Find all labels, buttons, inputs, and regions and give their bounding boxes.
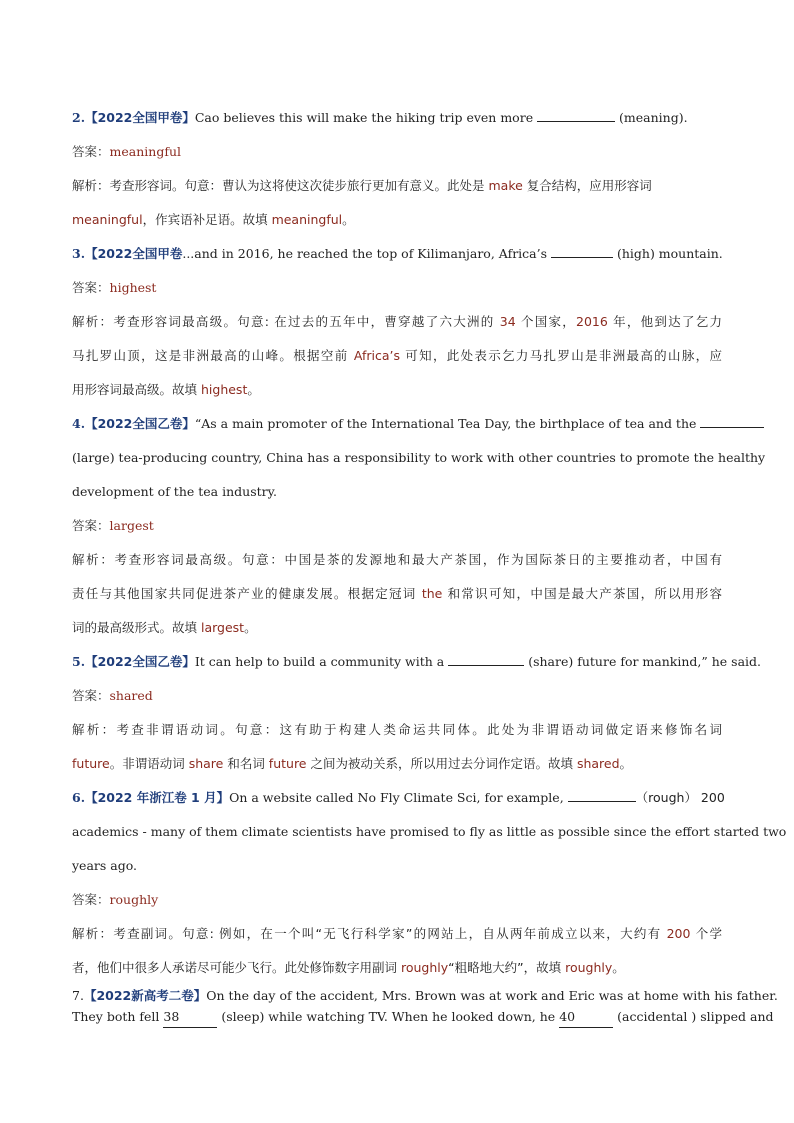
analysis-keyword: 200 — [666, 926, 691, 941]
question-text: On a website called No Fly Climate Sci, for example, — [229, 790, 568, 805]
analysis-text: ，作宾语补足语。故填 — [142, 212, 272, 227]
analysis-5-line-2 — [72, 747, 722, 781]
question-source: 【2022 年浙江卷 1 月】 — [85, 790, 230, 805]
answer-5 — [72, 679, 722, 713]
question-source: 【2022新高考二卷】 — [83, 988, 207, 1003]
analysis-text: “粗略地大约”，故填 — [448, 960, 566, 975]
analysis-text: 复合结构，应用形容词 — [522, 178, 652, 193]
analysis-6-line-2 — [72, 951, 722, 985]
answer-label: 答案： — [72, 280, 110, 295]
analysis-text: 和名词 — [223, 756, 269, 771]
analysis-label: 解析： — [72, 178, 110, 193]
question-4-line-3: development of the tea industry. — [72, 484, 277, 499]
analysis-text: 者，他们中很多人承诺尽可能少飞行。此处修饰数字用副词 — [72, 960, 401, 975]
answer-value: shared — [109, 688, 153, 703]
analysis-text: 词的最高级形式。故填 — [72, 620, 201, 635]
analysis-text: 用形容词最高级。故填 — [72, 382, 201, 397]
analysis-text: 个国家， — [515, 314, 577, 329]
question-3 — [72, 237, 722, 271]
question-text: ...and in 2016, he reached the top of Kilimanjaro, Africa’s — [182, 246, 551, 261]
analysis-label: 解析： — [72, 314, 114, 329]
analysis-text: 考查形容词最高级。句意: 在过去的五年中，曹穿越了六大洲的 — [113, 314, 500, 329]
question-7-line-1 — [72, 985, 778, 1006]
question-hint: (meaning). — [615, 110, 688, 125]
answer-value: highest — [109, 280, 157, 295]
answer-label: 答案： — [72, 144, 110, 159]
analysis-5-line-1 — [72, 713, 722, 747]
analysis-keyword: roughly — [565, 960, 613, 975]
analysis-text: 。非谓语动词 — [109, 756, 189, 771]
question-source: 【2022全国乙卷】 — [85, 654, 195, 669]
answer-value: largest — [109, 518, 154, 533]
answer-blank — [568, 790, 636, 802]
answer-blank — [537, 110, 615, 122]
analysis-keyword: largest — [200, 620, 245, 635]
question-7-line-2 — [72, 1006, 774, 1027]
question-hint: (share) future for mankind,” he said. — [524, 654, 762, 669]
question-4-line-1 — [72, 407, 722, 441]
question-source: 【2022全国甲卷】 — [85, 110, 195, 125]
analysis-text: 。 — [244, 620, 257, 635]
question-hint: (high) mountain. — [613, 246, 723, 261]
answer-blank-38: 38 — [163, 1006, 217, 1028]
question-4-line-2: (large) tea-producing country, China has a responsibility to work with other countries to promote the healthy — [72, 450, 766, 465]
question-5 — [72, 645, 762, 679]
analysis-keyword: meaningful — [271, 212, 343, 227]
question-number: 7. — [72, 988, 84, 1003]
question-source: 【2022全国乙卷】 — [85, 416, 195, 431]
analysis-text: 责任与其他国家共同促进茶产业的健康发展。根据定冠词 — [72, 586, 422, 601]
answer-label: 答案： — [72, 518, 110, 533]
analysis-text: 马扎罗山顶，这是非洲最高的山峰。根据空前 — [72, 348, 354, 363]
answer-blank — [448, 654, 524, 666]
analysis-keyword: future — [268, 756, 307, 771]
question-text: On the day of the accident, Mrs. Brown was at work and Eric was at home with his father. — [206, 988, 778, 1003]
analysis-text: 个学 — [690, 926, 722, 941]
analysis-label: 解析： — [72, 926, 114, 941]
analysis-keyword: share — [188, 756, 224, 771]
question-number: 6. — [72, 790, 86, 805]
analysis-3-line-2 — [72, 339, 722, 373]
analysis-4-line-3 — [72, 611, 722, 645]
question-text: (sleep) while watching TV. When he looked down, he — [217, 1009, 560, 1024]
analysis-keyword: future — [72, 756, 110, 771]
analysis-keyword: 34 — [499, 314, 516, 329]
analysis-label: 解析： — [72, 722, 117, 737]
answer-6 — [72, 883, 722, 917]
analysis-keyword: make — [488, 178, 523, 193]
analysis-4-line-2 — [72, 577, 722, 611]
answer-blank — [551, 246, 613, 258]
analysis-text: 考查形容词。句意：曹认为这将使这次徒步旅行更加有意义。此处是 — [109, 178, 489, 193]
analysis-text: 可知，此处表示乞力马扎罗山是非洲最高的山脉，应 — [399, 348, 722, 363]
analysis-3-line-1 — [72, 305, 722, 339]
question-number: 4. — [72, 416, 86, 431]
analysis-text: 。 — [619, 756, 633, 771]
question-6-line-1 — [72, 781, 725, 815]
question-text: It can help to build a community with a — [194, 654, 449, 669]
document-page — [72, 101, 787, 1027]
answer-4 — [72, 509, 722, 543]
analysis-text: 。 — [342, 212, 355, 227]
question-text: They both fell — [72, 1009, 164, 1024]
analysis-3-line-3 — [72, 373, 722, 407]
analysis-text: 。 — [247, 382, 260, 397]
answer-2 — [72, 135, 722, 169]
analysis-keyword: Africa’s — [353, 348, 400, 363]
analysis-keyword: the — [421, 586, 443, 601]
analysis-keyword: highest — [200, 382, 248, 397]
analysis-text: 。 — [612, 960, 625, 975]
analysis-keyword: 2016 — [576, 314, 608, 329]
answer-value: meaningful — [109, 144, 181, 159]
analysis-2-line-2 — [72, 203, 722, 237]
analysis-text: 和常识可知，中国是最大产茶国，所以用形容 — [442, 586, 722, 601]
answer-blank — [700, 416, 764, 428]
analysis-keyword: shared — [576, 756, 620, 771]
analysis-label: 解析： — [72, 552, 115, 567]
analysis-6-line-1 — [72, 917, 722, 951]
question-hint: （rough） 200 — [635, 790, 725, 805]
analysis-keyword: roughly — [400, 960, 449, 975]
analysis-text: 考查非谓语动词。句意：这有助于构建人类命运共同体。此处为非谓语动词做定语来修饰名词 — [116, 722, 722, 737]
analysis-text: 年，他到达了乞力 — [607, 314, 722, 329]
question-number: 3. — [72, 246, 86, 261]
question-text: Cao believes this will make the hiking trip even more — [194, 110, 538, 125]
question-text: (accidental ) slipped and — [613, 1009, 774, 1024]
question-source: 【2022全国甲卷 — [85, 246, 183, 261]
question-6-line-3: years ago. — [72, 858, 138, 873]
question-2 — [72, 101, 722, 135]
answer-blank-40: 40 — [559, 1006, 613, 1028]
question-6-line-2: academics - many of them climate scientists have promised to fly as little as possible since the effort started two — [72, 824, 787, 839]
analysis-4-line-1 — [72, 543, 722, 577]
analysis-text: 之间为被动关系，所以用过去分词作定语。故填 — [306, 756, 577, 771]
question-number: 5. — [72, 654, 86, 669]
analysis-text: 考查形容词最高级。句意：中国是茶的发源地和最大产茶国，作为国际茶日的主要推动者，中国有 — [114, 552, 722, 567]
analysis-keyword: meaningful — [72, 212, 143, 227]
answer-label: 答案： — [72, 892, 110, 907]
analysis-text: 考查副词。句意: 例如，在一个叫“无飞行科学家”的网站上，自从两年前成立以来，大约有 — [113, 926, 667, 941]
answer-3 — [72, 271, 722, 305]
answer-label: 答案： — [72, 688, 110, 703]
question-text: “As a main promoter of the International Tea Day, the birthplace of tea and the — [194, 416, 701, 431]
analysis-2-line-1 — [72, 169, 722, 203]
question-number: 2. — [72, 110, 86, 125]
answer-value: roughly — [109, 892, 159, 907]
